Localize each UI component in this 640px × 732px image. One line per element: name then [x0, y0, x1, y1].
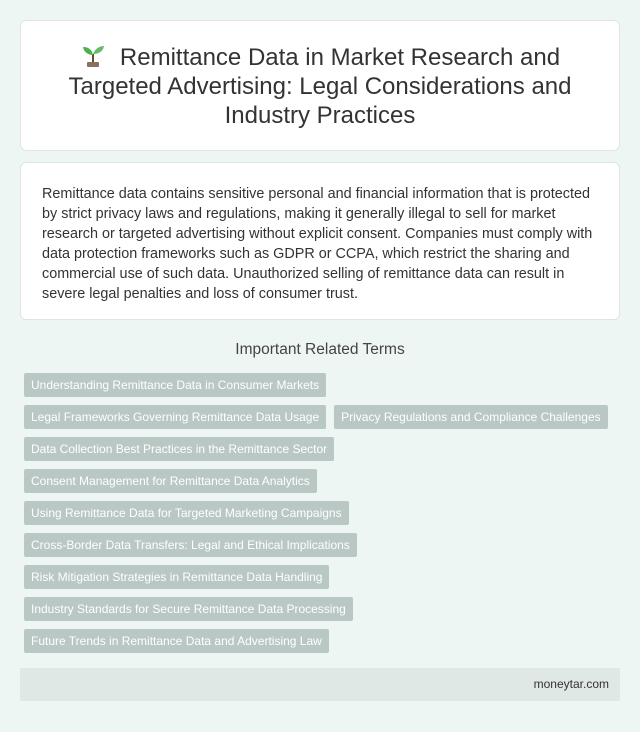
summary-card [20, 162, 620, 320]
related-term-tag[interactable]: Industry Standards for Secure Remittance Data Processing [24, 597, 353, 621]
related-terms-row [24, 629, 620, 653]
related-term-tag[interactable]: Consent Management for Remittance Data Analytics [24, 469, 317, 493]
related-terms-row [24, 501, 620, 525]
title-card [20, 20, 620, 151]
related-terms-row [24, 405, 620, 429]
summary-text: Remittance data contains sensitive personal and financial information that is protected by strict privacy laws and regulations, making it generally illegal to sell for market research or targeted advertising without explicit consent. Companies must comply with data protection frameworks such as GDPR or CCPA, which restrict the sharing and commercial use of such data. Unauthorized selling of remittance data can result in severe legal penalties and loss of consumer trust. [42, 186, 593, 302]
related-terms-heading: Important Related Terms [235, 341, 405, 358]
related-term-tag[interactable]: Using Remittance Data for Targeted Marketing Campaigns [24, 501, 349, 525]
related-term-tag[interactable]: Privacy Regulations and Compliance Challenges [334, 405, 607, 429]
related-term-tag[interactable]: Future Trends in Remittance Data and Advertising Law [24, 629, 329, 653]
page-title-text: Remittance Data in Market Research and Targeted Advertising: Legal Considerations and Industry Practices [68, 43, 572, 129]
page-title [51, 42, 589, 130]
related-terms-row [24, 437, 620, 461]
footer [20, 668, 620, 701]
sprout-icon [80, 42, 106, 68]
related-term-tag[interactable]: Risk Mitigation Strategies in Remittance Data Handling [24, 565, 329, 589]
related-terms-list [24, 373, 620, 661]
related-terms-row [24, 533, 620, 557]
related-term-tag[interactable]: Data Collection Best Practices in the Remittance Sector [24, 437, 334, 461]
related-terms-row [24, 469, 620, 493]
related-term-tag[interactable]: Legal Frameworks Governing Remittance Data Usage [24, 405, 326, 429]
related-term-tag[interactable]: Understanding Remittance Data in Consumer Markets [24, 373, 326, 397]
related-terms-row [24, 373, 620, 397]
related-terms-row [24, 565, 620, 589]
related-term-tag[interactable]: Cross-Border Data Transfers: Legal and Ethical Implications [24, 533, 357, 557]
related-terms-row [24, 597, 620, 621]
footer-site[interactable]: moneytar.com [533, 677, 609, 691]
